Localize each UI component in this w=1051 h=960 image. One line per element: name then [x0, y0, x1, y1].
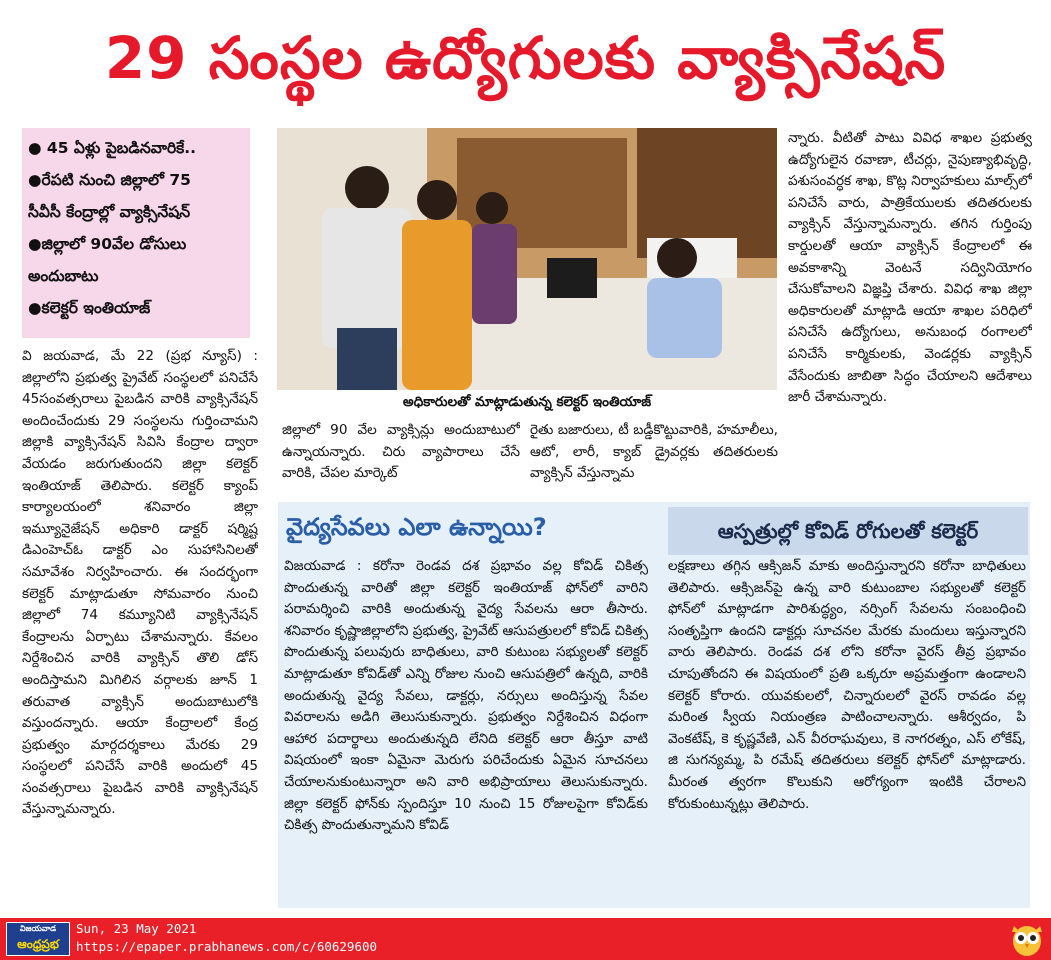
- highlight-item: ●జిల్లాలో 90వేల డోసులు: [28, 235, 187, 253]
- photo-caption: అధికారులతో మాట్లాడుతున్న కలెక్టర్ ఇంతియాజ్: [402, 394, 652, 410]
- article-column-2: [282, 420, 520, 500]
- footer-bar: [0, 918, 1051, 960]
- article-body: విజయవాడ : కరోనా రెండవ దశ ప్రభావం వల్ల కోవిడ్ చికిత్స పొందుతున్న వారితో జిల్లా కలెక్టర్ ఇంతియాజ్ ఫోన్‌లో వారిని పరామర్శించి వారికి అందుతున్న వైద్య సేవలను ఆరా తీసారు. శనివారం కృష్ణాజిల్లాలోని ప్రభుత్వ, ప్రైవేట్ ఆసుపత్రులలో కోవిడ్ చికిత్స పొందుతున్న పలువురు బాధితులు, వారి కుటుంబ సభ్యులతో కలెక్టర్ మాట్లాడుతూ కోవిడ్‌తో ఎన్ని రోజుల నుంచి ఆసుపత్రిలో ఉన్నది, వారికి అందుతున్న వైద్య సేవలు, డాక్టర్లు, నర్సులు అందిస్తున్న సేవల వివరాలను అడిగి తెలుసుకున్నారు. ప్రభుత్వం నిర్దేశించిన విధంగా ఆహార పదార్థాలు అందుతున్నది లేనిది కలెక్టర్ ఆరా తీస్తూ వాటి విషయంలో ఇంకా ఏమైనా మెరుగు పరిచేందుకు ఏమైన సూచనలు చేయాలనుకుంటున్నారా అని వారి అభిప్రాయాలు తెలుసుకున్నారు. జిల్లా కలెక్టర్ ఫోన్‌కు స్పందిస్తూ 10 నుంచి 15 రోజులపైగా కోవిడ్‌కు చికిత్స పొందుతున్నామని కోవిడ్: [284, 558, 648, 834]
- article-column-3: [530, 420, 778, 500]
- publish-date: Sun, 23 May 2021: [76, 921, 197, 936]
- article-body: న్నారు. వీటితో పాటు వివిధ శాఖల ప్రభుత్వ ఉద్యోగులైన రవాణా, టీచర్లు, నైపుణ్యాభివృద్ధి, పశుసంవర్ధక శాఖ, కొట్ల నిర్వాహకులు మాల్స్‌లో పనిచేసే వారు, పాత్రికేయులకు తదితరులకు వ్యాక్సిన్ వేస్తున్నామన్నారు. తగిన గుర్తింపు కార్డులతో ఆయా వ్యాక్సిన్ కేంద్రాలలో ఈ అవకాశాన్ని వెంటనే సద్వినియోగం చేసుకోవాలని విజ్ఞప్తి చేశారు. వివిధ శాఖ జిల్లా అధికారులతో మాట్లాడి ఆయా శాఖల పరిధిలో పనిచేసే ఉద్యోగులు, అనుబంధ రంగాలలో పనిచేసే కార్మికులకు, వెండర్లకు వ్యాక్సిన్ వేసేందుకు జాబితా సిద్ధం చేయాలని ఆదేశాలు జారీ చేశామన్నారు.: [788, 130, 1032, 406]
- article-body: లక్షణాలు తగ్గిన ఆక్సిజన్ మాకు అందిస్తున్నారని కరోనా బాధితులు తెలిపారు. ఆక్సిజన్‌పై ఉన్న వారి కుటుంబాల సభ్యులతో కలెక్టర్ ఫోన్‌లో మాట్లాడగా పారిశుద్ధ్యం, నర్సింగ్ సేవలను సంబంధించి సంతృప్తిగా ఉందని డాక్టర్లు సూచనల మేరకు మందులు ఇస్తున్నారని వారు తెలిపారు. రెండవ దశ లోని కరోనా వైరస్ తీవ్ర ప్రభావం చూపుతోందని ఈ విషయంలో ప్రతి ఒక్కరూ అప్రమత్తంగా ఉండాలని కలెక్టర్ కోరారు. యువకులలో, చిన్నారులలో వైరస్ రావడం వల్ల మరింత స్వీయ నియంత్రణ పాటించాలన్నారు. ఆశీర్వదం, పి వెంకటేష్, కె కృష్ణవేణి, ఎన్ వీరరాఘవులు, కె నాగరత్నం, ఎస్ లోకేష్, జి సుగన్యమ్మ, పి రమేష్ తదితరులు కలెక్టర్ ఫోన్‌లో మాట్లాడారు. మీరంత త్వరగా కొలుకుని ఆరోగ్యంగా ఇంటికి చేరాలని కోరుకుంటున్నట్లు తెలిపారు.: [668, 558, 1026, 812]
- owl-icon[interactable]: [1008, 920, 1046, 958]
- article-column-1: [22, 346, 258, 914]
- article-body: జిల్లాలో 90 వేల వ్యాక్సిన్లు అందుబాటులో ఉన్నాయన్నారు. చిరు వ్యాపారాలు చేసే వారికి, చేపల మార్కెట్: [282, 422, 520, 482]
- sub-story-right-column: [668, 556, 1026, 904]
- highlight-item: అందుబాటు: [28, 267, 99, 285]
- newspaper-logo[interactable]: [6, 922, 70, 956]
- headline: 29 సంస్థల ఉద్యోగులకు వ్యాక్సినేషన్: [104, 24, 947, 92]
- highlight-item: సీవీసీ కేంద్రాల్లో వ్యాక్సినేషన్: [28, 203, 191, 221]
- sub-story-right-title: ఆస్పత్రుల్లో కోవిడ్ రోగులతో కలెక్టర్: [668, 507, 1028, 555]
- highlights-box: [22, 128, 250, 338]
- highlight-item: ● 45 ఏళ్లు పైబడినవారికే..: [28, 139, 197, 157]
- epaper-url-link[interactable]: https://epaper.prabhanews.com/c/60629600: [76, 939, 378, 954]
- highlight-item: ●కలెక్టర్ ఇంతియాజ్: [28, 299, 151, 317]
- article-body: రైతు బజారులు, టీ బడ్డీకొట్టువారికి, హమాలీలు, ఆటో, లారీ, క్యాబ్ డ్రైవర్లకు తదితరులకు వ్యాక్సిన్ వేస్తున్నామ: [530, 422, 778, 482]
- sub-story-left-title: వైద్యసేవలు ఎలా ఉన్నాయి?: [286, 513, 547, 541]
- highlight-item: ●రేపటి నుంచి జిల్లాలో 75: [28, 171, 191, 189]
- news-photo-illustration: [277, 128, 777, 390]
- sub-story-left-column: [284, 556, 648, 904]
- article-body: వి జయవాడ, మే 22 (ప్రభ న్యూస్) : జిల్లాలోని ప్రభుత్వ ప్రైవేట్ సంస్థలలో పనిచేసే 45సంవత్సరాలు పైబడిన వారికి వ్యాక్సినేషన్ అందించేందుకు 29 సంస్థలను గుర్తించామని జిల్లాకి వ్యాక్సినేషన్ సివిసి కేంద్రాల ద్వారా వేయడం జరుగుతుందని జిల్లా కలెక్టర్ ఇంతియాజ్ తెలిపారు. కలెక్టర్ క్యాంప్ కార్యాలయంలో శనివారం జిల్లా ఇమ్యూనైజేషన్ అధికారి డాక్టర్ షర్మిష్ట డిఎంహెచ్ఓ డాక్టర్ ఎం సుహాసినిలతో సమావేశం నిర్వహించారు. ఈ సందర్భంగా కలెక్టర్ మాట్లాడుతూ సోమవారం నుంచి జిల్లాలో 74 కమ్యూనిటి వ్యాక్సినేషన్ కేంద్రాలను ఏర్పాటు చేశామన్నారు. కేవలం నిర్దేశించిన వారికి వ్యాక్సిన్ తొలి డోస్ అందిస్తామని మిగిలిన వర్గాలకు జూన్ 1 తరువాత వ్యాక్సిన్ అందుబాటులోకి వస్తుందన్నారు. ఆయా కేంద్రాలలో కేంద్ర ప్రభుత్వం మార్గదర్శకాలు మేరకు 29 సంస్థలలో పనిచేసే వారికి అందులో 45 సంవత్సరాలు పైబడిన వారికి వ్యాక్సినేషన్ వేస్తున్నామన్నారు.: [22, 348, 258, 818]
- logo-name: ఆంధ్రప్రభ: [17, 937, 59, 951]
- article-column-4: [788, 128, 1032, 496]
- news-photo: [277, 128, 777, 390]
- logo-edition: విజయవాడ: [19, 924, 57, 933]
